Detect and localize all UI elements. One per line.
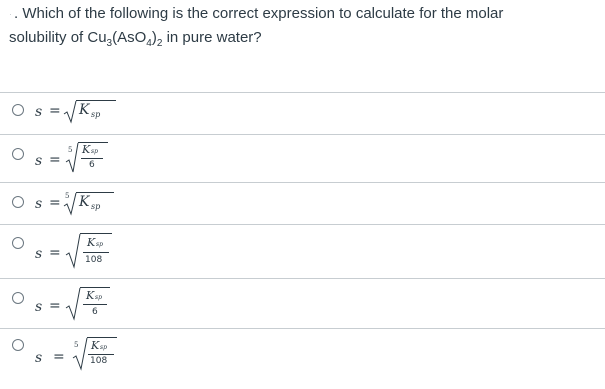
- equals-sign: =: [49, 195, 61, 211]
- formula-part: ): [151, 29, 157, 47]
- option-expression: [35, 231, 135, 275]
- vinculum: [87, 337, 117, 338]
- denominator: 108: [85, 255, 103, 265]
- radicand-k: K: [86, 289, 95, 302]
- denominator: 108: [90, 356, 108, 366]
- radicand-k: K: [79, 102, 90, 118]
- subscript-sp: sp: [95, 294, 102, 301]
- question-line-2-end: in pure water?: [162, 29, 262, 47]
- option-expression: [35, 285, 135, 325]
- radical-sign-icon: [65, 233, 81, 269]
- formula-part: (AsO: [112, 29, 147, 47]
- equals-sign: =: [49, 245, 61, 261]
- answer-option-6[interactable]: [0, 328, 605, 389]
- subscript-sp: sp: [100, 344, 107, 351]
- radio-button[interactable]: [12, 292, 24, 304]
- radio-button[interactable]: [12, 196, 24, 208]
- question-line-1: [9, 2, 599, 26]
- root-index: 5: [68, 146, 73, 154]
- equals-sign: =: [53, 349, 65, 365]
- fraction-bar: [88, 354, 114, 355]
- radicand-k: K: [82, 143, 91, 156]
- radio-button[interactable]: [12, 339, 24, 351]
- radical-sign-icon: [63, 100, 77, 124]
- variable-s: s: [35, 350, 43, 366]
- equals-sign: =: [49, 103, 61, 119]
- variable-s: s: [35, 196, 43, 212]
- subscript-sp: sp: [96, 241, 103, 248]
- option-expression: [35, 140, 135, 180]
- answer-option-2[interactable]: [0, 134, 605, 183]
- radical-sign-icon: [63, 192, 77, 216]
- equals-sign: =: [49, 298, 61, 314]
- subscript-sp: sp: [91, 110, 101, 119]
- option-expression: [35, 335, 135, 381]
- fraction-bar: [83, 252, 109, 253]
- answer-option-4[interactable]: [0, 224, 605, 279]
- question-line-2-start: solubility of Cu: [9, 29, 107, 47]
- fraction-bar: [81, 158, 103, 159]
- subscript-sp: sp: [91, 202, 101, 211]
- vinculum: [80, 233, 112, 234]
- vinculum: [80, 287, 110, 288]
- formula-subscript: 2: [156, 38, 163, 50]
- equals-sign: =: [49, 152, 61, 168]
- option-expression: [35, 97, 135, 127]
- option-expression: [35, 187, 135, 217]
- subscript-sp: sp: [91, 148, 98, 155]
- root-index: 5: [74, 341, 79, 349]
- radicand-k: K: [91, 339, 100, 352]
- denominator: 6: [89, 160, 95, 170]
- variable-s: s: [35, 299, 43, 315]
- vinculum: [76, 100, 116, 101]
- formula-subscript: 3: [106, 38, 113, 50]
- question-number-marker: ·: [9, 9, 12, 20]
- vinculum: [76, 192, 114, 193]
- variable-s: s: [35, 246, 43, 262]
- question-line-2: [9, 26, 599, 50]
- question-line-1-text: . Which of the following is the correct expression to calculate for the molar: [14, 5, 504, 22]
- radicand-k: K: [79, 194, 90, 210]
- radio-button[interactable]: [12, 148, 24, 160]
- radicand-k: K: [87, 236, 96, 249]
- variable-s: s: [35, 153, 43, 169]
- fraction-bar: [83, 304, 107, 305]
- formula-subscript: 4: [146, 38, 152, 50]
- variable-s: s: [35, 104, 43, 120]
- radical-sign-icon: [72, 337, 88, 371]
- denominator: 6: [92, 307, 98, 317]
- answer-option-5[interactable]: [0, 278, 605, 329]
- radio-button[interactable]: [12, 237, 24, 249]
- answer-option-1[interactable]: [0, 92, 605, 135]
- radical-sign-icon: [65, 287, 81, 321]
- root-index: 5: [65, 192, 70, 200]
- radio-button[interactable]: [12, 104, 24, 116]
- radical-sign-icon: [65, 142, 79, 174]
- question-text: [9, 2, 599, 50]
- answer-option-3[interactable]: [0, 182, 605, 225]
